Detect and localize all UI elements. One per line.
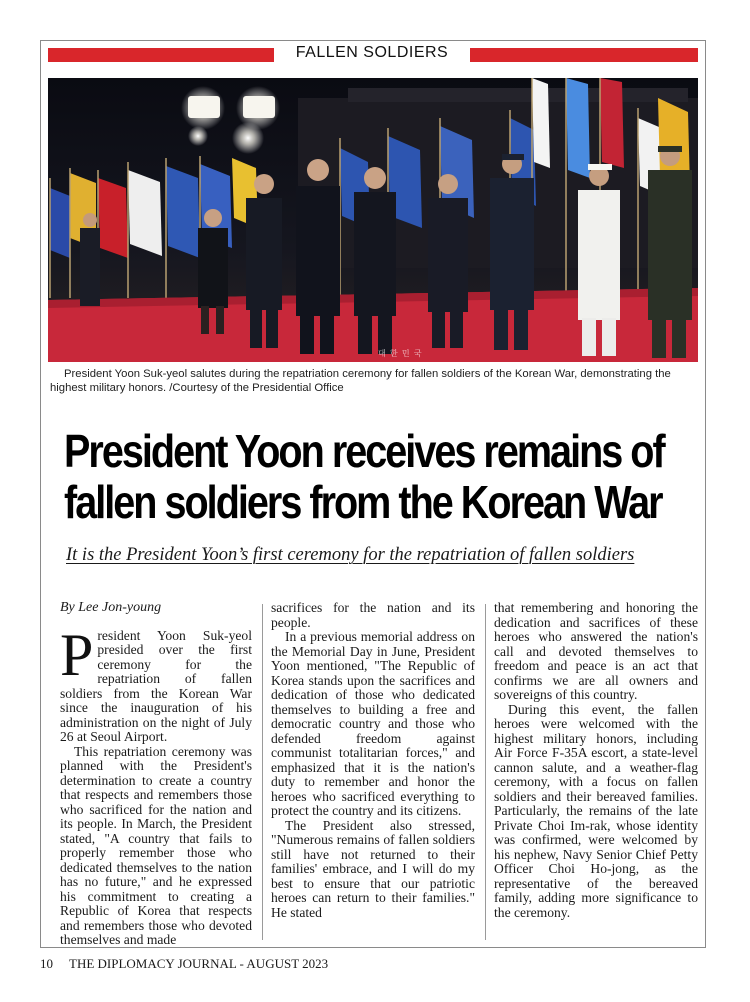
paragraph-text: resident Yoon Suk-yeol presided over the first ceremony for the repatriation of fallen soldiers from the Korean War since the inauguration of his administration on the night of July 26 at Seoul Airport.	[60, 627, 252, 744]
paragraph: that remembering and honoring the dedication and sacrifices of these heroes who answered the nation's call and devoted themselves to freedom and peace is an act that confirms we are all owners and sovereigns of this country.	[494, 600, 698, 702]
paragraph: During this event, the fallen heroes were welcomed with the highest military honors, including Air Force F-35A escort, a state-level cannon salute, and a weather-flag ceremony, with a focus on fallen soldiers and their bereaved families. Particularly, the remains of the late Private Choi Im-rak, whose identity was confirmed, were welcomed by his nephew, Navy Senior Chief Petty Officer Choi Ho-jong, as the representative of the bereaved family, adding more significance to the ceremony.	[494, 701, 698, 920]
article-headline	[64, 425, 664, 528]
paragraph: In a previous memorial address on the Memorial Day in June, President Yoon mentioned, "The Republic of Korea stands upon the sacrifices and dedication of those who dedicated themselves to building a free and democratic country and those who defended freedom against communist totalitarian forces," and emphasized that it is the nation's duty to remember and honor the heroes who sacrificed everything to protect the country and its citizens.	[271, 629, 475, 818]
page-number: 10	[40, 956, 53, 971]
article-column-2	[271, 601, 475, 920]
photo-caption: President Yoon Suk-yeol salutes during the repatriation ceremony for fallen soldiers of the Korean War, demonstrating the highest military honors. /Courtesy of the Presidential Office	[50, 368, 671, 394]
paragraph: sacrifices for the nation and its people.	[271, 600, 475, 630]
section-bar-left	[48, 48, 274, 62]
column-divider	[485, 604, 486, 940]
paragraph: The President also stressed, "Numerous remains of fallen soldiers still have not returned to their families' embrace, and I will do my best to ensure that our patriotic heroes can return to their families." He stated	[271, 817, 475, 920]
section-bar-right	[470, 48, 698, 62]
drop-cap: P	[60, 621, 94, 688]
paragraph	[60, 621, 252, 745]
ceremony-photo	[48, 78, 698, 362]
paragraph: This repatriation ceremony was planned with the President's determination to create a country that respects and remembers those who sacrificed for the nation and its people. In March, the President stated, "A country that fails to properly remember those who dedicated themselves to the nation has no future," and he expressed his commitment to creating a Republic of Korea that respects and remembers those who devoted themselves and made	[60, 743, 252, 947]
article-column-1	[60, 601, 252, 948]
column-divider	[262, 604, 263, 940]
publication-name: THE DIPLOMACY JOURNAL - AUGUST 2023	[69, 956, 329, 971]
photo-watermark: 대 한 민 국	[378, 349, 423, 358]
section-header	[48, 46, 698, 64]
ceremony-photo-illustration	[48, 78, 698, 362]
byline: By Lee Jon-young	[60, 600, 162, 615]
section-label: FALLEN SOLDIERS	[295, 44, 449, 61]
headline-line-1: President Yoon receives remains of	[64, 425, 664, 477]
headline-line-2: fallen soldiers from the Korean War	[64, 476, 662, 528]
article-column-3	[494, 601, 698, 920]
page-footer	[40, 956, 328, 972]
article-subhead: It is the President Yoon’s first ceremony for the repatriation of fallen soldiers	[66, 545, 635, 565]
